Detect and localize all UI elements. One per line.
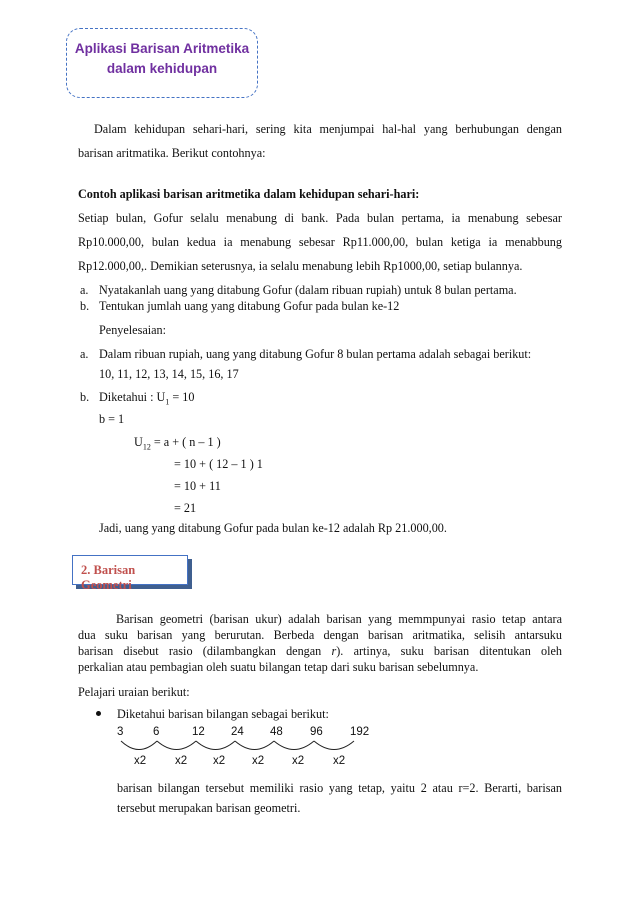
- solution-label: Penyelesaian:: [99, 323, 167, 337]
- formula-step-3: = 21: [174, 501, 197, 515]
- solution-b-b: b = 1: [99, 412, 125, 426]
- ratio-arc: [235, 741, 274, 750]
- geometry-paragraph-line-2: dua suku barisan yang berurutan. Berbeda dengan barisan aritmatika, selisih antarsuku: [78, 628, 562, 642]
- known-u: Diketahui : U: [99, 390, 166, 404]
- bullet-text: Diketahui barisan bilangan sebagai berikut:: [117, 707, 329, 721]
- intro-line-1: Dalam kehidupan sehari-hari, sering kita menjumpai hal-hal yang berhubungan dengan: [94, 122, 562, 136]
- ratio-arc: [196, 741, 235, 750]
- ratio-label: x2: [252, 755, 265, 767]
- geometry-line-3-part-1: barisan disebut rasio (dilambangkan dengan: [78, 644, 332, 658]
- ratio-label: x2: [292, 755, 305, 767]
- sequence-term: 12: [192, 726, 205, 738]
- formula-step-2: = 10 + 11: [174, 479, 221, 493]
- solution-a-sequence: 10, 11, 12, 13, 14, 15, 16, 17: [99, 367, 239, 381]
- study-text: Pelajari uraian berikut:: [78, 685, 190, 699]
- question-a: Nyatakanlah uang yang ditabung Gofur (dalam ribuan rupiah) untuk 8 bulan pertama.: [99, 283, 517, 297]
- formula-subscript: 12: [142, 442, 151, 452]
- after-text-line-1: barisan bilangan tersebut memiliki rasio yang tetap, yaitu 2 atau r=2. Berarti, barisan: [117, 781, 562, 795]
- example-paragraph-line-2: Rp10.000,00, bulan kedua ia menabung sebesar Rp11.000,00, bulan ketiga ia menabbung: [78, 235, 562, 249]
- title-line-1: Aplikasi Barisan Aritmetika: [74, 41, 250, 56]
- solution-b-marker: b.: [80, 390, 90, 404]
- sequence-term: 24: [231, 726, 244, 738]
- ratio-arc: [121, 741, 157, 750]
- solution-a-marker: a.: [80, 347, 89, 361]
- intro-line-2: barisan aritmatika. Berikut contohnya:: [78, 146, 266, 160]
- formula-step-1: = 10 + ( 12 – 1 ) 1: [174, 457, 263, 471]
- sequence-term: 6: [153, 726, 160, 738]
- solution-a: Dalam ribuan rupiah, uang yang ditabung Gofur 8 bulan pertama adalah sebagai berikut:: [99, 347, 532, 361]
- known-subscript: 1: [165, 397, 170, 407]
- known-value: = 10: [169, 390, 195, 404]
- ratio-label: x2: [175, 755, 188, 767]
- geometry-line-3-part-2: ). artinya, suku barisan ditentukan oleh: [336, 644, 562, 658]
- ratio-label: x2: [333, 755, 346, 767]
- title-line-2: dalam kehidupan: [106, 61, 218, 76]
- question-a-marker: a.: [80, 283, 89, 297]
- ratio-arc: [314, 741, 354, 750]
- example-paragraph-line-3: Rp12.000,00,. Demikian seterusnya, ia selalu menabung lebih Rp1000,00, setiap bulannya.: [78, 259, 523, 273]
- sequence-term: 3: [117, 726, 124, 738]
- formula-rhs: = a + ( n – 1 ): [150, 435, 221, 449]
- geometry-paragraph-line-1: Barisan geometri (barisan ukur) adalah barisan yang memmpunyai rasio tetap antara: [116, 612, 562, 626]
- section-heading: 2. Barisan Geometri: [81, 563, 136, 592]
- conclusion: Jadi, uang yang ditabung Gofur pada bulan ke-12 adalah Rp 21.000,00.: [99, 521, 447, 535]
- ratio-arc: [157, 741, 196, 750]
- sequence-term: 96: [310, 726, 323, 738]
- question-b: Tentukan jumlah uang yang ditabung Gofur pada bulan ke-12: [99, 299, 400, 313]
- example-paragraph-line-1: Setiap bulan, Gofur selalu menabung di bank. Pada bulan pertama, ia menabung sebesar: [78, 211, 562, 225]
- ratio-variable: r: [331, 644, 337, 658]
- sequence-term: 48: [270, 726, 283, 738]
- formula-u: U: [134, 435, 143, 449]
- ratio-label: x2: [213, 755, 226, 767]
- geometry-paragraph-line-4: perkalian atau pembagian oleh suatu bilangan tetap dari suku barisan sebelumnya.: [78, 660, 479, 674]
- example-heading: Contoh aplikasi barisan aritmetika dalam kehidupan sehari-hari:: [78, 187, 420, 201]
- ratio-arc: [274, 741, 314, 750]
- sequence-term: 192: [350, 726, 370, 738]
- question-b-marker: b.: [80, 299, 90, 313]
- after-text-line-2: tersebut merupakan barisan geometri.: [117, 801, 301, 815]
- ratio-label: x2: [134, 755, 147, 767]
